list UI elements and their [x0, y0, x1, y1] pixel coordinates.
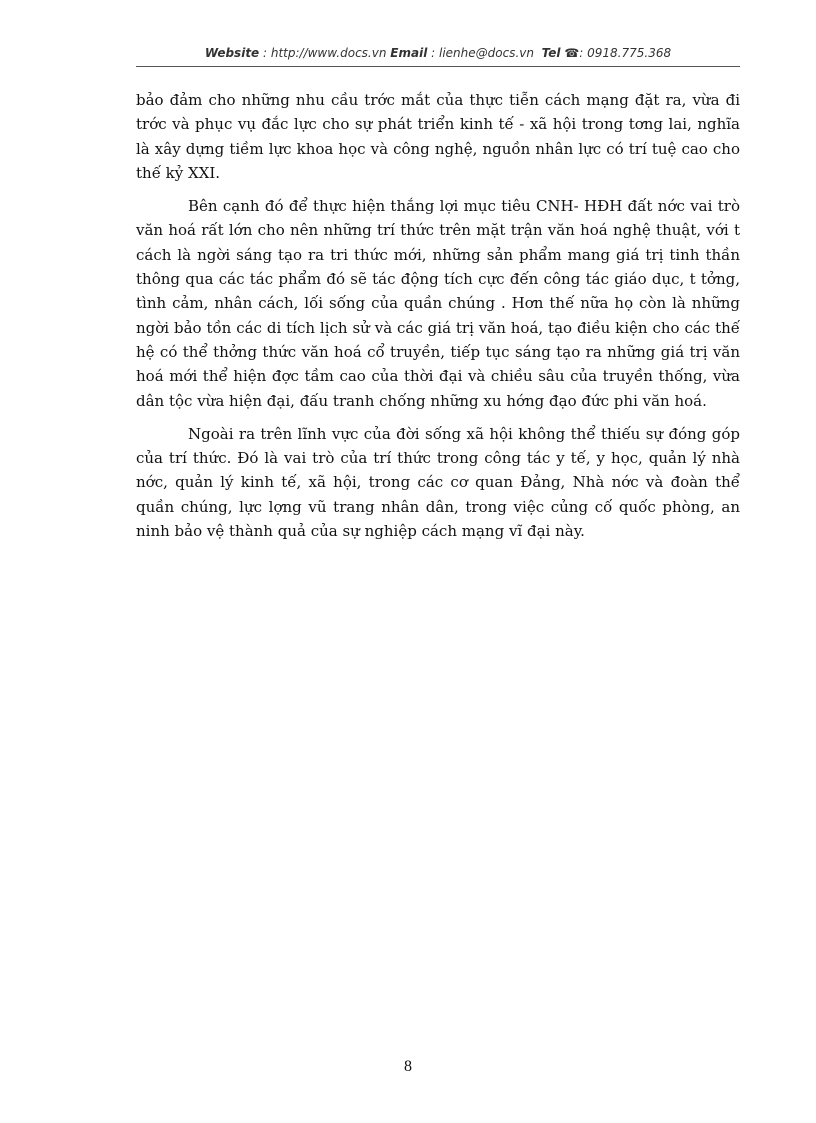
page-number: 8 — [404, 1058, 412, 1075]
website-url[interactable]: http://www.docs.vn — [270, 46, 387, 60]
email-sep: : — [427, 46, 439, 60]
document-body — [136, 88, 740, 552]
header-divider — [136, 66, 740, 67]
email-label: Email — [390, 46, 428, 60]
page-header — [136, 46, 740, 60]
website-sep: : — [259, 46, 271, 60]
email-value[interactable]: lienhe@docs.vn — [438, 46, 534, 60]
website-label: Website — [204, 46, 260, 60]
tel-label: Tel — [541, 46, 561, 60]
paragraph-2: Bên cạnh đó để thực hiện thắng lợi mục tiêu CNH- HĐH đất nớc vai trò văn hoá rất lớn cho nên những trí thức trên mặt trận văn hoá nghệ thuật, với t cách là ngời sáng tạo ra tri thức mới, những sản phẩm mang giá trị tinh thần thông qua các tác phẩm đó sẽ tác động tích cực đến công tác giáo dục, t tởng, tình cảm, nhân cách, lối sống của quần chúng . Hơn thế nữa họ còn là những ngời bảo tồn các di tích lịch sử và các giá trị văn hoá, tạo điều kiện cho các thế hệ có thể thởng thức văn hoá cổ truyền, tiếp tục sáng tạo ra những giá trị văn hoá mới thể hiện đợc tầm cao của thời đại và chiều sâu của truyền thống, vừa dân tộc vừa hiện đại, đấu tranh chống những xu hớng đạo đức phi văn hoá. — [136, 197, 740, 410]
paragraph-1: bảo đảm cho những nhu cầu trớc mắt của thực tiễn cách mạng đặt ra, vừa đi trớc và phục vụ đắc lực cho sự phát triển kinh tế - xã hội trong tơng lai, nghĩa là xây dựng tiềm lực khoa học và công nghệ, nguồn nhân lực có trí tuệ cao cho thế kỷ XXI. — [136, 91, 740, 182]
tel-value: : 0918.775.368 — [579, 46, 672, 60]
phone-icon: ☎ — [564, 46, 580, 60]
paragraph-3: Ngoài ra trên lĩnh vực của đời sống xã hội không thể thiếu sự đóng góp của trí thức. Đó là vai trò của trí thức trong công tác y tế, y học, quản lý nhà nớc, quản lý kinh tế, xã hội, trong các cơ quan Đảng, Nhà nớc và đoàn thể quần chúng, lực lợng vũ trang nhân dân, trong việc củng cố quốc phòng, an ninh bảo vệ thành quả của sự nghiệp cách mạng vĩ đại này. — [136, 424, 740, 541]
